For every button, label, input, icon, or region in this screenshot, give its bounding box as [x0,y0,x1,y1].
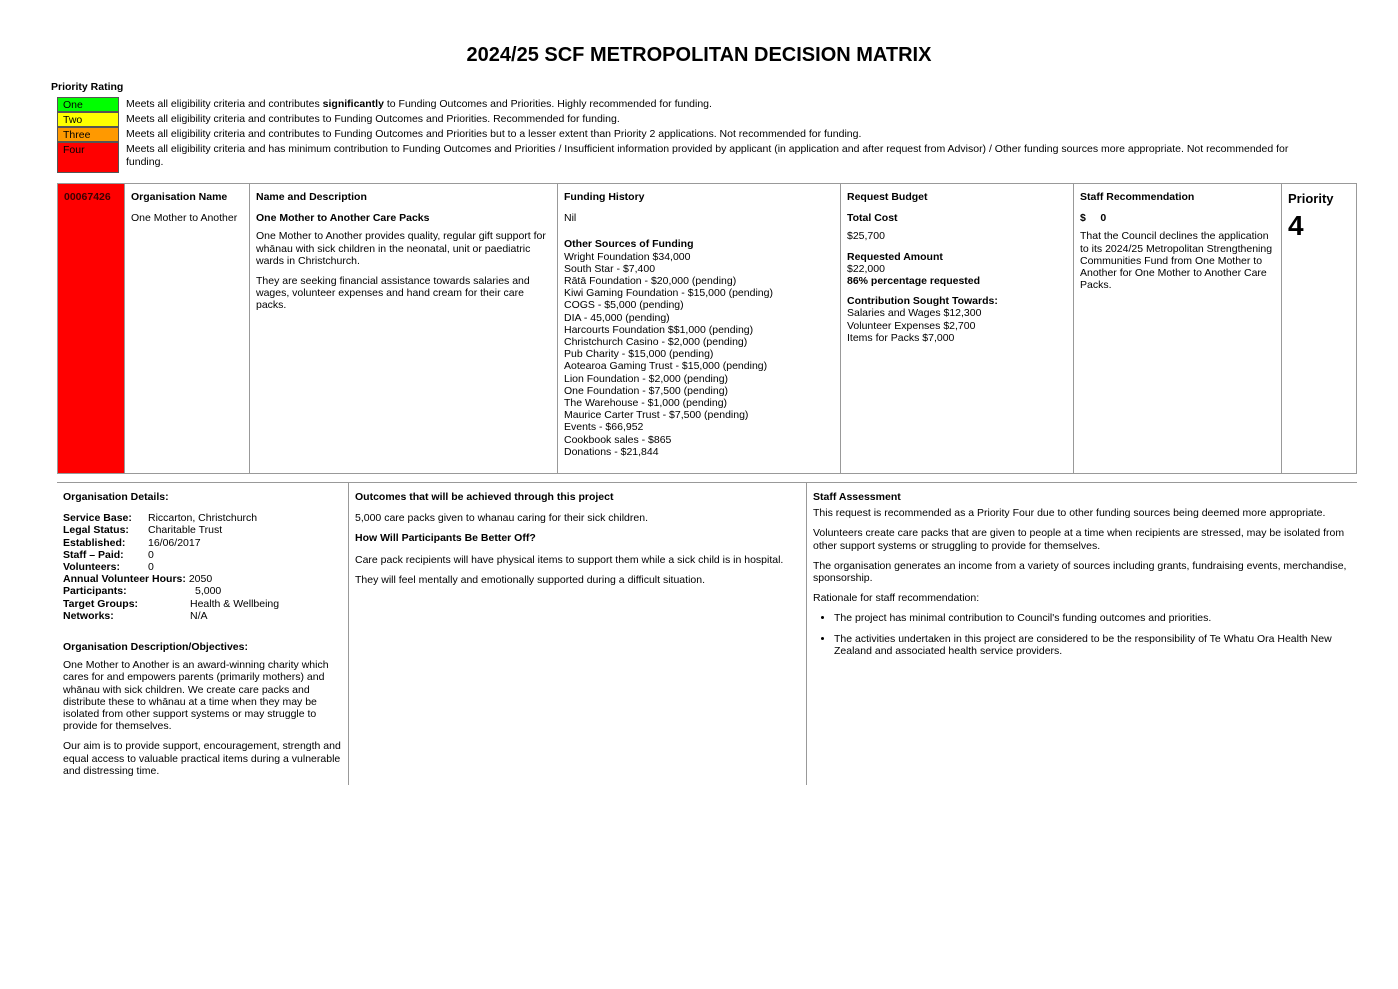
total-cost-value: $25,700 [847,230,885,243]
detail-label: Participants: [63,585,127,598]
legend-desc-four: Meets all eligibility criteria and has minimum contribution to Funding Outcomes and Priorities / Insufficient information provided by applicant (in application and after request from Advisor) / Other funding sources more appropriate. Not recommended for funding. [126,143,1289,168]
detail-label: Target Groups: [63,597,139,610]
details-section [57,482,1357,785]
requested-amount-value: $22,000 [847,262,885,275]
application-table [57,183,1357,474]
outcomes-section [349,483,807,785]
assessment-paragraph: The organisation generates an income from a variety of sources including grants, fundraising events, merchandise, sponsorship. [813,559,1347,585]
staff-recommendation-cell [1074,184,1282,473]
application-id: 00067426 [58,184,125,473]
list-item: The Warehouse - $1,000 (pending) [564,397,728,410]
legend-swatch-one: One [57,97,119,112]
list-item: Kiwi Gaming Foundation - $15,000 (pending) [564,287,773,300]
better-off-header: How Will Participants Be Better Off? [355,532,536,545]
detail-label: Legal Status: [63,524,129,537]
detail-label: Established: [63,536,126,549]
priority-rating-label: Priority Rating [51,81,124,93]
legend-desc-three: Meets all eligibility criteria and contributes to Funding Outcomes and Priorities but to a lesser extent than Priority 2 applications. Not recommended for funding. [126,128,862,140]
list-item: • The activities undertaken in this project are considered to be the responsibility of Te Whatu Ora Health New Zealand and associated health service providers. [834,633,1351,657]
detail-label: Staff – Paid: [63,548,124,561]
detail-value: 2050 [188,573,213,586]
total-cost-label: Total Cost [847,212,898,225]
detail-label: Service Base: [63,512,132,525]
priority-legend [57,97,1317,173]
legend-swatch-three: Three [57,127,119,142]
better-off-text: They will feel mentally and emotionally supported during a difficult situation. [355,573,705,586]
legend-row-two [57,112,1317,127]
requested-amount-label: Requested Amount [847,250,943,263]
assessment-paragraph: Volunteers create care packs that are given to people at a time when recipients are stressed, may be isolated from other support systems or struggling to provide for themselves. [813,527,1345,552]
list-item: Harcourts Foundation $$1,000 (pending) [564,323,754,336]
contribution-label: Contribution Sought Towards: [847,295,998,308]
legend-row-one [57,97,1317,112]
rationale-label: Rationale for staff recommendation: [813,592,980,605]
page-title: 2024/25 SCF METROPOLITAN DECISION MATRIX [466,44,932,66]
legend-desc-one: Meets all eligibility criteria and contributes significantly to Funding Outcomes and Priorities. Highly recommended for funding. [126,98,712,110]
detail-value: 5,000 [195,585,222,598]
list-item: South Star - $7,400 [564,262,656,275]
list-item: Maurice Carter Trust - $7,500 (pending) [564,409,749,422]
other-sources-header: Other Sources of Funding [564,238,694,251]
list-item: Salaries and Wages $12,300 [847,307,982,320]
list-item: • The project has minimal contribution to Council's funding outcomes and priorities. [834,612,1351,624]
request-budget-cell [841,184,1074,473]
detail-value: 16/06/2017 [148,536,201,549]
other-sources-list [564,251,834,458]
list-item: Wright Foundation $34,000 [564,250,691,263]
org-name-header: Organisation Name [131,191,228,203]
recommendation-text: That the Council declines the application to its 2024/25 Metropolitan Strengthening Communities Fund from One Mother to Another for One Mother to Another Care Packs. [1080,230,1273,292]
priority-value: 4 [1288,210,1304,241]
detail-label: Annual Volunteer Hours: [63,573,186,586]
list-item: Cookbook sales - $865 [564,433,672,446]
list-item: Items for Packs $7,000 [847,331,955,344]
detail-value: N/A [190,609,208,622]
legend-row-four [57,142,1317,173]
funding-history-value: Nil [564,212,577,225]
org-aim: Our aim is to provide support, encouragement, strength and equal access to valuable practical items during a vulnerable and distressing time. [63,740,341,777]
percentage-requested: 86% percentage requested [847,275,981,288]
better-off-text: Care pack recipients will have physical items to support them while a sick child is in hospital. [355,553,784,566]
list-item: Rātā Foundation - $20,000 (pending) [564,275,737,288]
priority-cell [1282,184,1356,473]
assessment-paragraph: This request is recommended as a Priority Four due to other funding sources being deemed more appropriate. [813,507,1326,520]
project-name: One Mother to Another Care Packs [256,212,430,225]
detail-label: Networks: [63,609,114,622]
detail-value: Charitable Trust [148,524,223,537]
list-item: Volunteer Expenses $2,700 [847,319,976,332]
detail-label: Volunteers: [63,561,120,574]
list-item: Pub Charity - $15,000 (pending) [564,348,714,361]
list-item: One Foundation - $7,500 (pending) [564,384,729,397]
legend-swatch-four: Four [57,142,119,173]
name-description-header: Name and Description [256,191,367,203]
list-item: Events - $66,952 [564,421,644,434]
org-description-header: Organisation Description/Objectives: [63,641,248,654]
staff-assessment-section [807,483,1357,785]
org-details-header: Organisation Details: [63,491,169,503]
legend-swatch-two: Two [57,112,119,127]
detail-value: 0 [148,561,154,574]
staff-assessment-header: Staff Assessment [813,491,901,503]
funding-history-header: Funding History [564,191,645,203]
project-request-summary: They are seeking financial assistance towards salaries and wages, volunteer expenses and hand cream for their care packs. [256,275,530,312]
org-details-list [63,512,342,573]
org-name-cell [125,184,250,473]
legend-row-three [57,127,1317,142]
outcomes-header: Outcomes that will be achieved through this project [355,491,614,503]
org-details-list-2 [63,585,342,622]
list-item: COGS - $5,000 (pending) [564,299,684,312]
funding-history-cell [558,184,841,473]
org-name: One Mother to Another [131,212,238,225]
rationale-list [813,612,1351,657]
list-item: Donations - $21,844 [564,445,659,458]
priority-header: Priority [1288,191,1334,206]
project-description: One Mother to Another provides quality, regular gift support for whānau with sick children in the neonatal, unit or paediatric wards in Christchurch. [256,230,546,267]
name-description-cell [250,184,558,473]
list-item: Christchurch Casino - $2,000 (pending) [564,336,748,349]
org-description: One Mother to Another is an award-winning charity which cares for and empowers parents (primarily mothers) and whānau with sick children. We create care packs and distribute these to whānau at a time when they may be isolated from other support systems or may struggle to provide for themselves. [63,659,329,733]
detail-value: Health & Wellbeing [190,597,280,610]
recommended-amount: $ 0 [1080,212,1107,225]
outcomes-text: 5,000 care packs given to whanau caring for their sick children. [355,512,648,525]
list-item: DIA - 45,000 (pending) [564,311,670,324]
detail-value: Riccarton, Christchurch [148,512,258,525]
request-budget-header: Request Budget [847,191,928,203]
legend-desc-two: Meets all eligibility criteria and contributes to Funding Outcomes and Priorities. Recommended for funding. [126,113,620,125]
volunteer-hours-row [63,573,342,585]
staff-recommendation-header: Staff Recommendation [1080,191,1195,203]
list-item: Aotearoa Gaming Trust - $15,000 (pending) [564,360,768,373]
organisation-details [57,483,349,785]
detail-value: 0 [148,548,154,561]
list-item: Lion Foundation - $2,000 (pending) [564,372,729,385]
